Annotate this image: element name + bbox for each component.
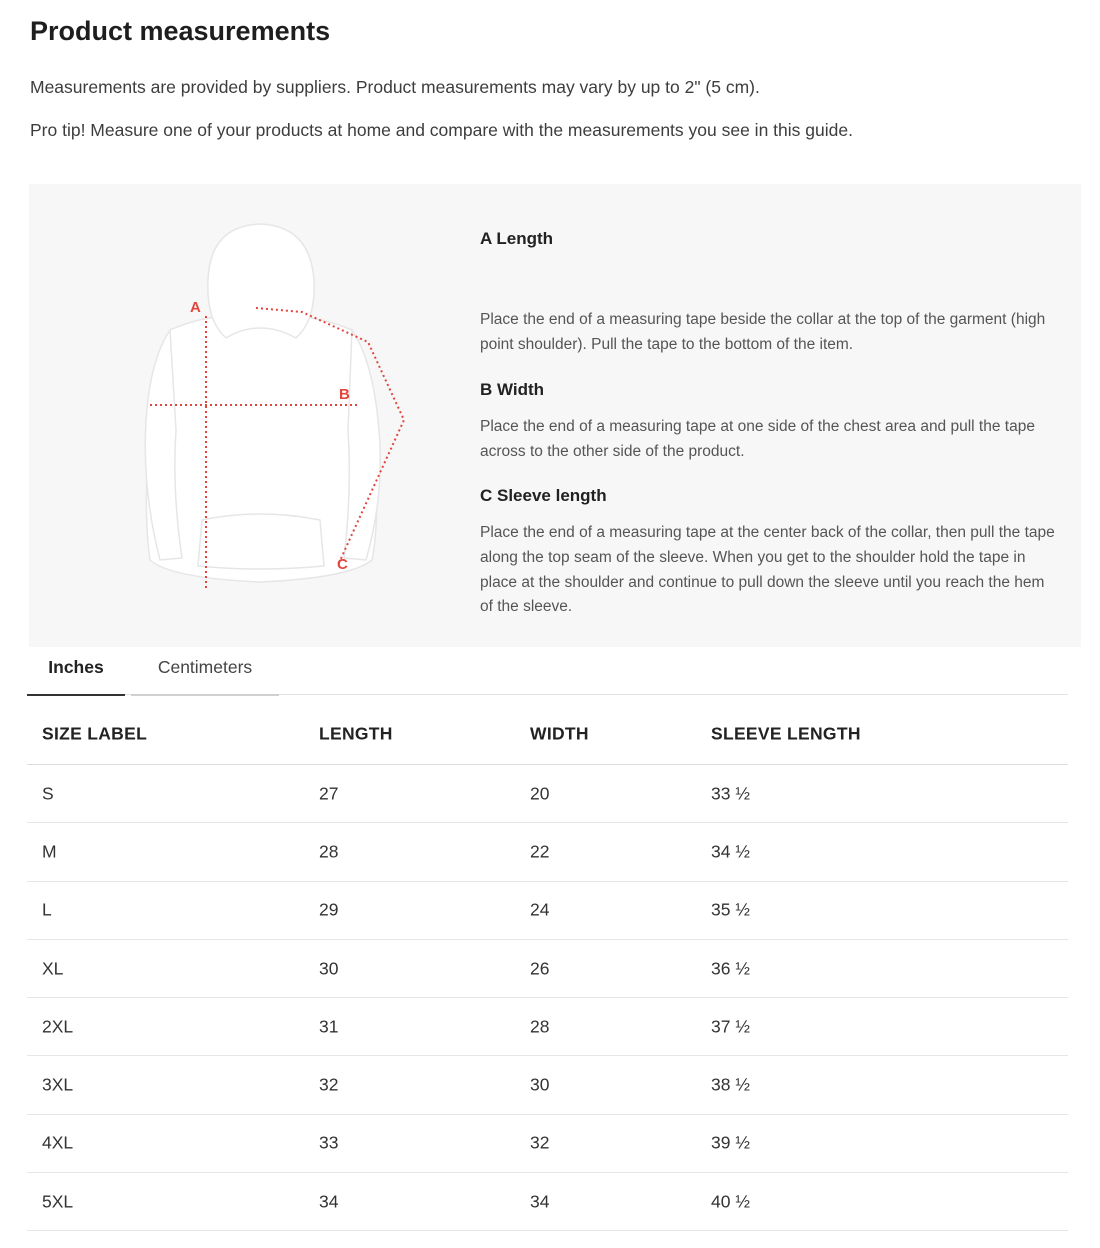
table-header [27,704,1068,765]
width-title: B Width [480,380,545,399]
size-cell: 3XL [42,1074,74,1095]
sleeve-length-cell: 36 ½ [711,958,750,979]
length-cell: 30 [319,958,339,979]
width-cell: 34 [530,1191,550,1212]
size-cell: 2XL [42,1016,74,1037]
label-a: A [190,299,201,316]
length-cell: 34 [319,1191,339,1212]
sleeve-length-cell: 38 ½ [711,1074,750,1095]
hoodie-diagram [110,220,420,600]
width-cell: 28 [530,1016,550,1037]
length-title: A Length [480,229,554,248]
size-cell: 5XL [42,1191,74,1212]
hoodie-illustration [110,220,420,600]
pro-tip-text: Pro tip! Measure one of your products at home and compare with the measurements you see in this guide. [30,120,853,140]
length-cell: 32 [319,1074,339,1095]
intro-text: Measurements are provided by suppliers. Product measurements may vary by up to 2" (5 cm). [30,77,760,97]
hoodie-hood [208,224,314,338]
length-cell: 27 [319,783,339,804]
table-row [27,998,1068,1056]
header-size-label: SIZE LABEL [42,723,148,744]
page-title: Product measurements [30,16,331,46]
header-width: WIDTH [530,723,589,744]
sleeve-length-cell: 39 ½ [711,1132,750,1153]
width-cell: 32 [530,1132,550,1153]
hoodie-pocket [198,514,324,569]
table-row [27,940,1068,998]
tab-inches[interactable]: Inches [27,648,125,696]
sleeve-length-cell: 35 ½ [711,899,750,920]
width-description: Place the end of a measuring tape at one side of the chest area and pull the tape across to the other side of the product. [480,418,1035,460]
size-table [27,704,1068,1231]
label-c: C [337,556,348,573]
width-cell: 20 [530,783,550,804]
unit-tabs [27,648,1068,695]
length-description: Place the end of a measuring tape beside the collar at the top of the garment (high point shoulder). Pull the tape to the bottom of the item. [480,311,1046,353]
table-row [27,882,1068,940]
sleeve-length-title: C Sleeve length [480,486,607,505]
header-sleeve-length: SLEEVE LENGTH [711,723,861,744]
tab-centimeters[interactable]: Centimeters [131,648,279,696]
table-row [27,1056,1068,1114]
label-b: B [339,386,350,403]
size-cell: S [42,783,54,804]
sleeve-length-cell: 33 ½ [711,783,750,804]
width-cell: 26 [530,958,550,979]
sleeve-length-cell: 37 ½ [711,1016,750,1037]
table-row [27,1173,1068,1231]
table-row [27,1115,1068,1173]
sleeve-length-cell: 34 ½ [711,841,750,862]
size-cell: L [42,899,52,920]
table-row [27,823,1068,881]
sleeve-length-description: Place the end of a measuring tape at the center back of the collar, then pull the tape along the top seam of the sleeve. When you get to the shoulder hold the tape in place at the shoulder and continue to pull down the sleeve until you reach the hem of the sleeve. [480,524,1055,616]
width-cell: 24 [530,899,550,920]
size-cell: XL [42,958,64,979]
sleeve-length-cell: 40 ½ [711,1191,750,1212]
length-cell: 33 [319,1132,339,1153]
length-cell: 28 [319,841,339,862]
width-cell: 22 [530,841,550,862]
table-row [27,765,1068,823]
length-cell: 29 [319,899,339,920]
header-length: LENGTH [319,723,393,744]
size-cell: 4XL [42,1132,74,1153]
size-cell: M [42,841,57,862]
width-cell: 30 [530,1074,550,1095]
length-cell: 31 [319,1016,339,1037]
